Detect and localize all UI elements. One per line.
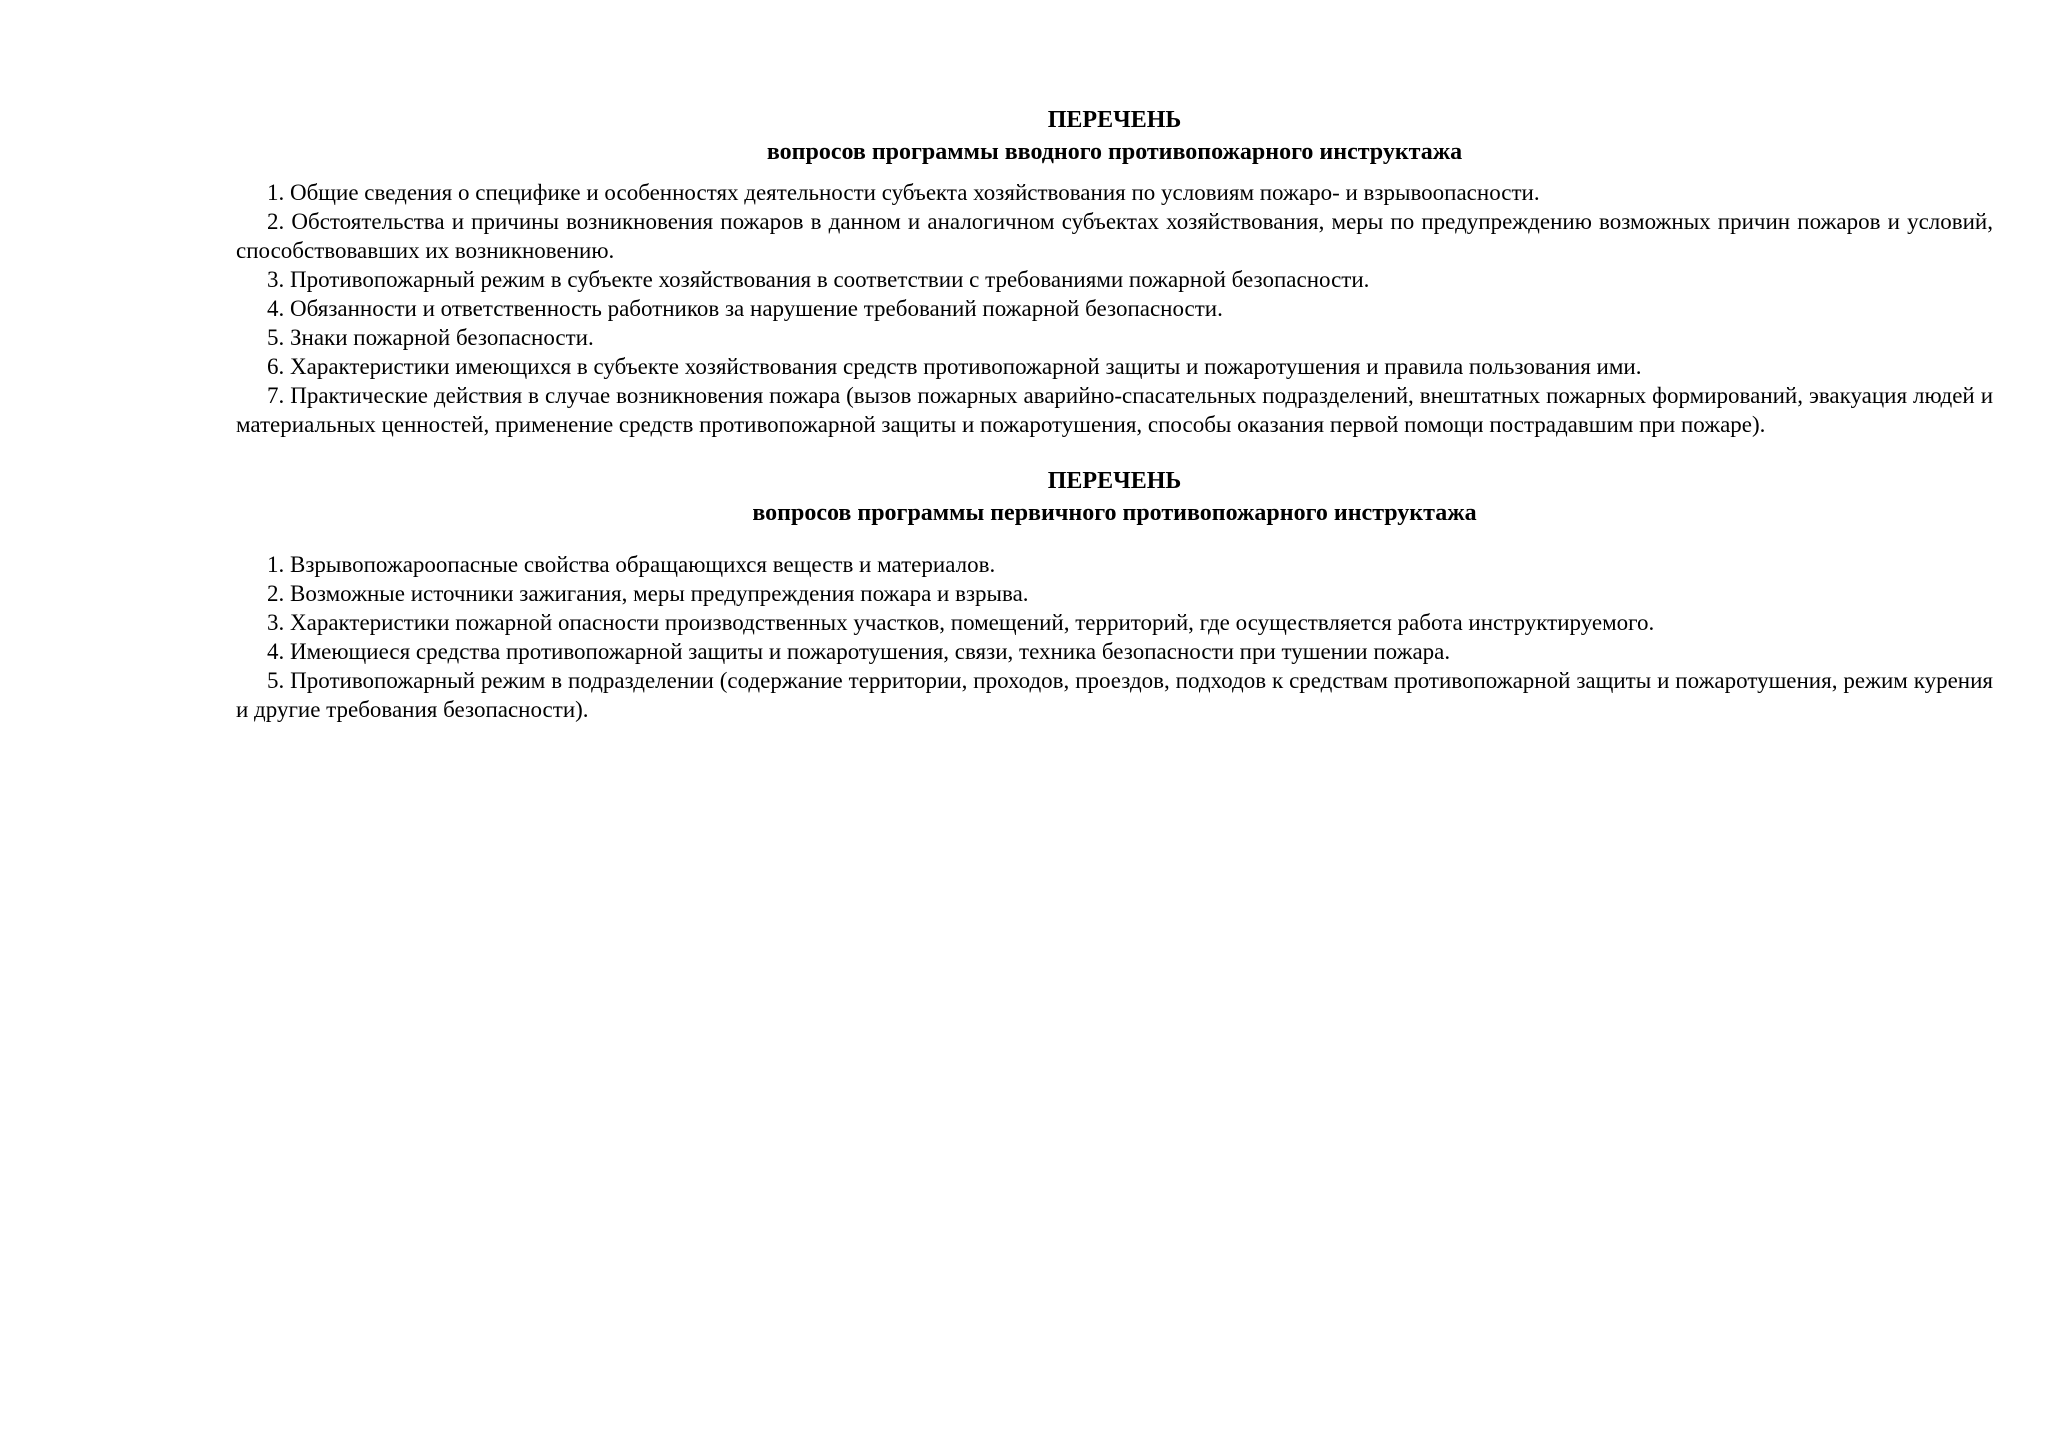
list-item: 3. Характеристики пожарной опасности производственных участков, помещений, территорий, где осуществляется работа инструктируемого. (267, 610, 1655, 635)
section-1-item-list (236, 178, 1993, 439)
section-1-title: ПЕРЕЧЕНЬ (1047, 107, 1182, 133)
list-item: 5. Противопожарный режим в подразделении (содержание территории, проходов, проездов, подходов к средствам противопожарной защиты и пожаротушения, режим курения и другие требования безопасности). (236, 668, 1993, 722)
list-item: 7. Практические действия в случае возникновения пожара (вызов пожарных аварийно-спасательных подразделений, внештатных пожарных формирований, эвакуация людей и материальных ценностей, применение средств противопожарной защиты и пожаротушения, способы оказания первой помощи пострадавшим при пожаре). (236, 383, 1993, 437)
section-2-title: ПЕРЕЧЕНЬ (1047, 468, 1182, 494)
list-item: 2. Возможные источники зажигания, меры предупреждения пожара и взрыва. (267, 581, 1029, 606)
list-item: 6. Характеристики имеющихся в субъекте хозяйствования средств противопожарной защиты и пожаротушения и правила пользования ими. (267, 354, 1642, 379)
list-item: 3. Противопожарный режим в субъекте хозяйствования в соответствии с требованиями пожарной безопасности. (267, 267, 1370, 292)
list-item: 4. Имеющиеся средства противопожарной защиты и пожаротушения, связи, техника безопасности при тушении пожара. (267, 639, 1451, 664)
list-item: 2. Обстоятельства и причины возникновения пожаров в данном и аналогичном субъектах хозяйствования, меры по предупреждению возможных причин пожаров и условий, способствовавших их возникновению. (236, 209, 1993, 263)
section-1-subtitle: вопросов программы вводного противопожарного инструктажа (766, 139, 1463, 165)
section-2-item-list (236, 550, 1993, 724)
section-2-subtitle: вопросов программы первичного противопожарного инструктажа (752, 500, 1477, 526)
list-item: 1. Взрывопожароопасные свойства обращающихся веществ и материалов. (267, 552, 996, 577)
list-item: 4. Обязанности и ответственность работников за нарушение требований пожарной безопасности. (267, 296, 1223, 321)
list-item: 1. Общие сведения о специфике и особенностях деятельности субъекта хозяйствования по условиям пожаро- и взрывоопасности. (267, 180, 1540, 205)
section-introductory-briefing (236, 104, 1993, 439)
section-primary-briefing (236, 465, 1993, 724)
list-item: 5. Знаки пожарной безопасности. (267, 325, 594, 350)
